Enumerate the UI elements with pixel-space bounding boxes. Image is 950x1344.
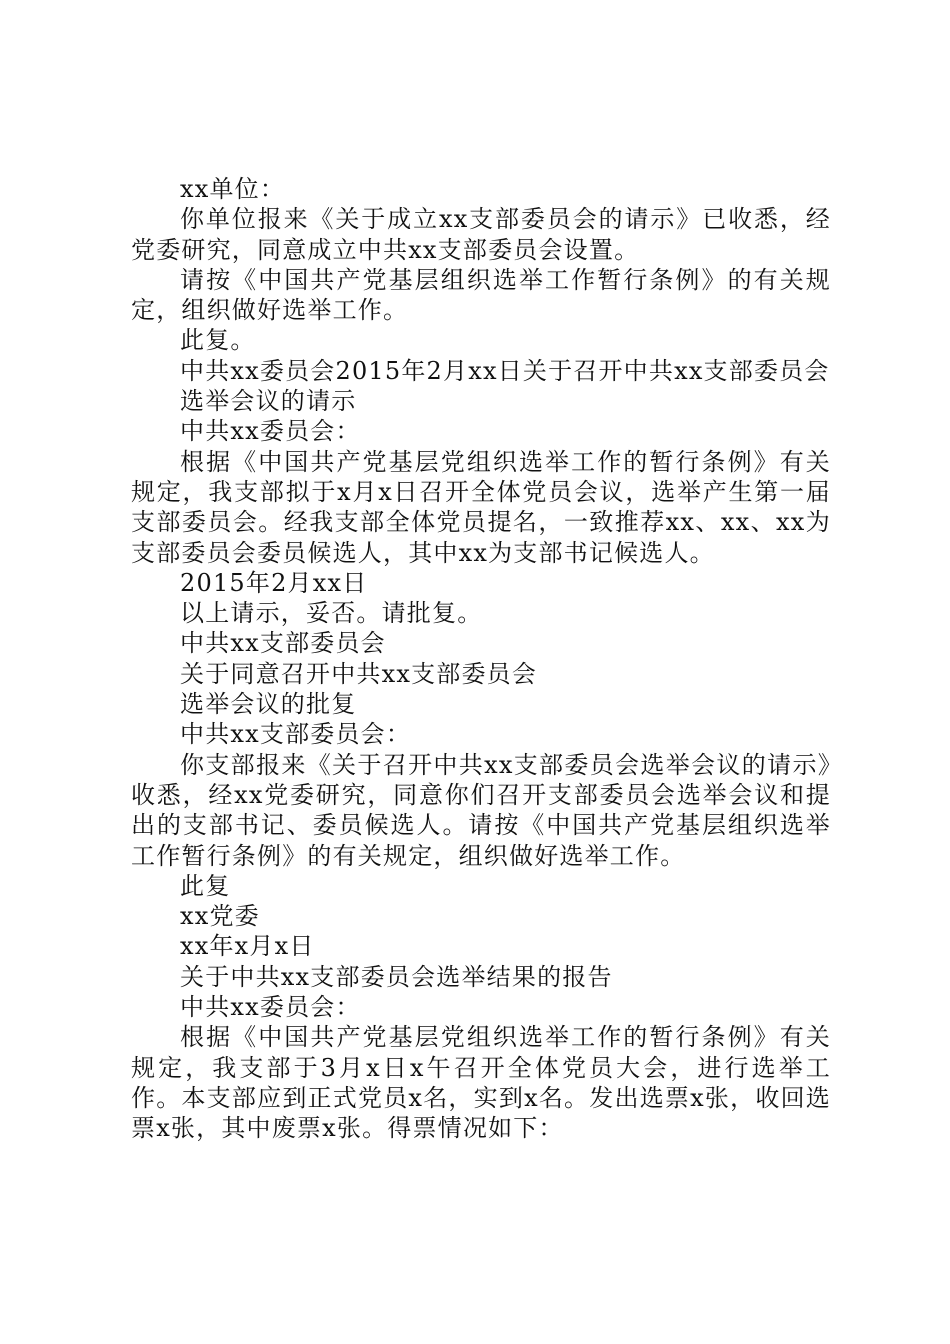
signature-and-next-title: 中共xx委员会2015年2月xx日关于召开中共xx支部委员会 xyxy=(180,356,830,385)
salutation-report: 中共xx委员会： xyxy=(180,993,361,1022)
salutation-committee: 中共xx委员会： xyxy=(180,417,361,446)
title-approval-line1: 关于同意召开中共xx支部委员会 xyxy=(180,659,538,688)
title-report: 关于中共xx支部委员会选举结果的报告 xyxy=(180,962,613,991)
paragraph-request-body: 根据《中国共产党基层党组织选举工作的暂行条例》有关规定，我支部拟于x月x日召开全体党员会议，选举产生第一届支部委员会。经我支部全体党员提名，一致推荐xx、xx、xx为支部委员会委员候选人，其中xx为支部书记候选人。 xyxy=(131,447,831,567)
title-approval-line2: 选举会议的批复 xyxy=(180,690,357,719)
paragraph-report-body: 根据《中国共产党基层党组织选举工作的暂行条例》有关规定，我支部于3月x日x午召开全体党员大会，进行选举工作。本支部应到正式党员x名，实到x名。发出选票x张，收回选票x张，其中废票x张。得票情况如下： xyxy=(131,1023,831,1143)
document-body xyxy=(131,174,831,1144)
title-request: 选举会议的请示 xyxy=(180,387,357,416)
signature-branch: 中共xx支部委员会 xyxy=(180,629,386,658)
closing-request: 以上请示，妥否。请批复。 xyxy=(180,599,483,628)
signature-party-committee: xx党委 xyxy=(180,902,260,931)
salutation-branch: 中共xx支部委员会： xyxy=(180,720,412,749)
closing-approval: 此复 xyxy=(180,871,231,900)
salutation-unit: xx单位： xyxy=(180,175,286,203)
paragraph-reply-body: 你单位报来《关于成立xx支部委员会的请示》已收悉，经党委研究，同意成立中共xx支部委员会设置。 xyxy=(131,205,831,264)
paragraph-instruction: 请按《中国共产党基层组织选举工作暂行条例》的有关规定，组织做好选举工作。 xyxy=(131,265,831,325)
closing-reply: 此复。 xyxy=(180,326,256,355)
date-line: 2015年2月xx日 xyxy=(180,568,368,597)
date-placeholder: xx年x月x日 xyxy=(180,932,315,961)
paragraph-approval-body: 你支部报来《关于召开中共xx支部委员会选举会议的请示》收悉，经xx党委研究，同意你们召开支部委员会选举会议和提出的支部书记、委员候选人。请按《中国共产党基层组织选举工作暂行条例》的有关规定，组织做好选举工作。 xyxy=(131,750,831,870)
